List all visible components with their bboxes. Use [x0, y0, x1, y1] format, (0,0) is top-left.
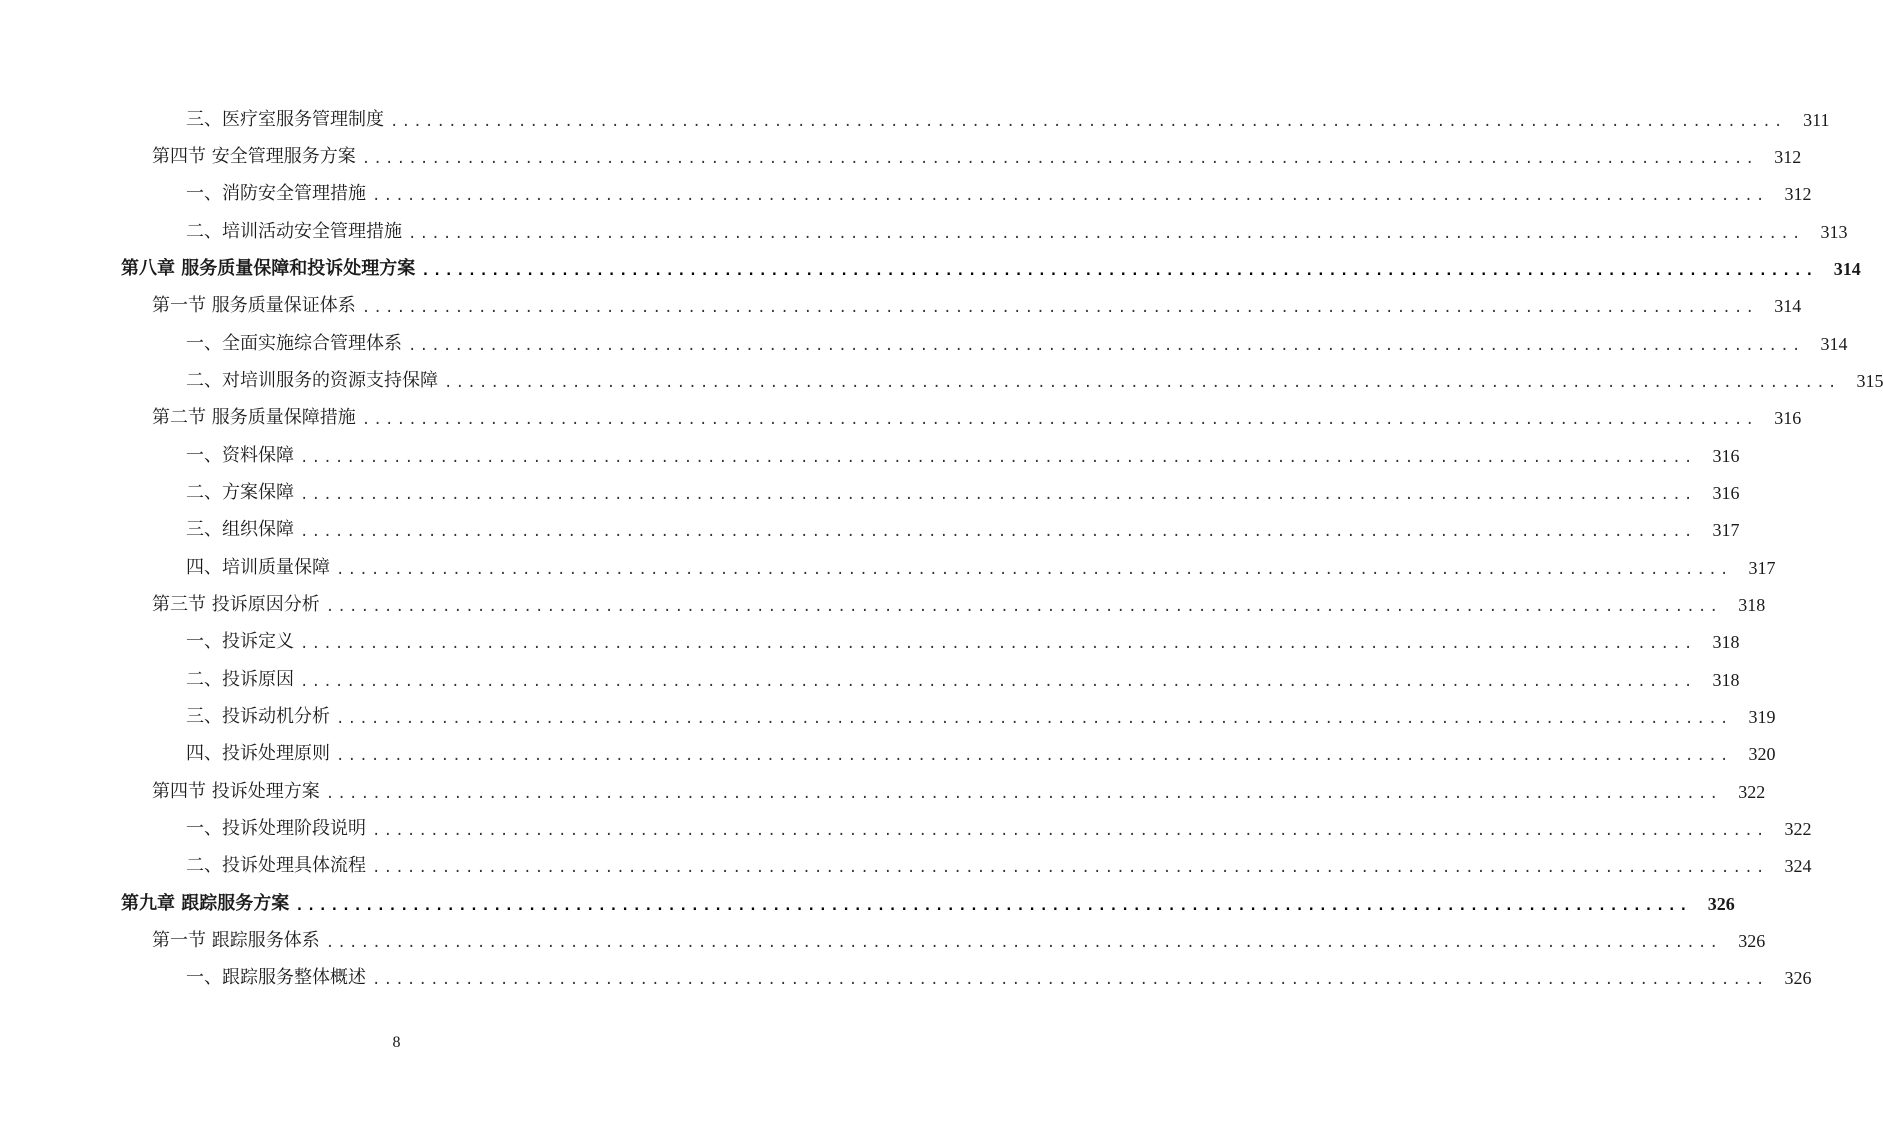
toc-entry-title: 三、组织保障 — [186, 519, 294, 541]
toc-entry-item[interactable] — [0, 213, 1848, 250]
toc-entry-item[interactable] — [0, 661, 1740, 698]
dot-leader: ........................................................................................................................ — [372, 822, 1768, 839]
page-number: 8 — [392, 1034, 401, 1051]
toc-entry-title: 第八章 服务质量保障和投诉处理方案 — [121, 257, 416, 279]
toc-entry-section[interactable] — [0, 773, 1766, 810]
dot-leader: ........................................................................................................................ — [361, 300, 1758, 317]
toc-entry-item[interactable] — [0, 810, 1812, 847]
dot-leader: ........................................................................................................................ — [300, 486, 1696, 503]
toc-entry-item[interactable] — [0, 624, 1740, 661]
toc-entry-page-number: 318 — [1712, 632, 1740, 653]
toc-entry-page-number: 318 — [1712, 669, 1740, 690]
toc-entry-chapter[interactable] — [0, 885, 1735, 922]
toc-entry-page-number: 324 — [1784, 856, 1812, 877]
toc-entry-page-number: 316 — [1774, 408, 1802, 429]
toc-entry-item[interactable] — [0, 960, 1812, 997]
toc-entry-title: 一、投诉定义 — [186, 631, 294, 653]
toc-entry-item[interactable] — [0, 512, 1740, 549]
toc-entry-title: 一、全面实施综合管理体系 — [186, 332, 402, 354]
toc-entry-title: 第九章 跟踪服务方案 — [121, 892, 290, 914]
toc-entry-page-number: 326 — [1784, 968, 1812, 989]
toc-entry-title: 三、医疗室服务管理制度 — [186, 108, 384, 130]
dot-leader: ........................................................................................................................ — [325, 934, 1722, 951]
dot-leader: ........................................................................................................................ — [300, 636, 1696, 653]
toc-entry-page-number: 314 — [1833, 258, 1861, 279]
dot-leader: ........................................................................................................................ — [295, 897, 1691, 914]
dot-leader: ........................................................................................................................ — [361, 150, 1758, 167]
table-of-contents — [0, 101, 1883, 997]
toc-entry-section[interactable] — [0, 922, 1766, 959]
toc-entry-page-number: 320 — [1748, 744, 1776, 765]
dot-leader: ........................................................................................................................ — [361, 412, 1758, 429]
toc-entry-page-number: 326 — [1738, 930, 1766, 951]
toc-entry-title: 二、对培训服务的资源支持保障 — [186, 369, 438, 391]
toc-entry-page-number: 318 — [1738, 594, 1766, 615]
toc-entry-title: 二、投诉原因 — [186, 668, 294, 690]
dot-leader: ........................................................................................................................ — [372, 188, 1768, 205]
toc-entry-title: 第四节 投诉处理方案 — [152, 780, 320, 802]
dot-leader: ........................................................................................................................ — [325, 785, 1722, 802]
toc-entry-item[interactable] — [0, 101, 1830, 138]
toc-entry-title: 二、投诉处理具体流程 — [186, 855, 366, 877]
toc-entry-title: 第一节 跟踪服务体系 — [152, 929, 320, 951]
toc-entry-page-number: 315 — [1856, 370, 1883, 391]
toc-entry-item[interactable] — [0, 848, 1812, 885]
toc-entry-page-number: 319 — [1748, 706, 1776, 727]
dot-leader: ........................................................................................................................ — [421, 262, 1817, 279]
toc-entry-title: 一、资料保障 — [186, 444, 294, 466]
toc-entry-title: 二、培训活动安全管理措施 — [186, 220, 402, 242]
toc-entry-title: 第四节 安全管理服务方案 — [152, 145, 356, 167]
toc-entry-section[interactable] — [0, 288, 1802, 325]
toc-entry-chapter[interactable] — [0, 250, 1861, 287]
toc-entry-page-number: 322 — [1784, 818, 1812, 839]
toc-entry-item[interactable] — [0, 176, 1812, 213]
toc-entry-title: 四、投诉处理原则 — [186, 743, 330, 765]
dot-leader: ........................................................................................................................ — [300, 449, 1696, 466]
toc-entry-title: 第一节 服务质量保证体系 — [152, 295, 356, 317]
toc-entry-item[interactable] — [0, 736, 1776, 773]
toc-entry-item[interactable] — [0, 362, 1883, 399]
toc-entry-page-number: 311 — [1803, 109, 1830, 130]
dot-leader: ........................................................................................................................ — [300, 673, 1696, 690]
toc-entry-title: 二、方案保障 — [186, 481, 294, 503]
toc-entry-title: 第三节 投诉原因分析 — [152, 593, 320, 615]
dot-leader: ........................................................................................................................ — [336, 710, 1732, 727]
dot-leader: ........................................................................................................................ — [336, 561, 1732, 578]
toc-entry-title: 一、投诉处理阶段说明 — [186, 817, 366, 839]
dot-leader: ........................................................................................................................ — [390, 113, 1786, 130]
toc-entry-item[interactable] — [0, 549, 1776, 586]
toc-entry-title: 第二节 服务质量保障措施 — [152, 407, 356, 429]
toc-entry-page-number: 317 — [1712, 520, 1740, 541]
toc-entry-page-number: 312 — [1774, 146, 1802, 167]
toc-entry-title: 一、消防安全管理措施 — [186, 183, 366, 205]
toc-entry-title: 一、跟踪服务整体概述 — [186, 967, 366, 989]
toc-entry-title: 三、投诉动机分析 — [186, 705, 330, 727]
dot-leader: ........................................................................................................................ — [444, 374, 1840, 391]
dot-leader: ........................................................................................................................ — [372, 860, 1768, 877]
toc-entry-page-number: 314 — [1820, 333, 1848, 354]
toc-entry-page-number: 314 — [1774, 296, 1802, 317]
toc-entry-page-number: 326 — [1707, 893, 1735, 914]
dot-leader: ........................................................................................................................ — [300, 524, 1696, 541]
toc-entry-section[interactable] — [0, 586, 1766, 623]
dot-leader: ........................................................................................................................ — [336, 748, 1732, 765]
dot-leader: ........................................................................................................................ — [325, 598, 1722, 615]
toc-entry-page-number: 312 — [1784, 184, 1812, 205]
toc-entry-page-number: 316 — [1712, 482, 1740, 503]
toc-entry-section[interactable] — [0, 400, 1802, 437]
dot-leader: ........................................................................................................................ — [408, 225, 1804, 242]
toc-entry-item[interactable] — [0, 437, 1740, 474]
toc-entry-item[interactable] — [0, 325, 1848, 362]
toc-entry-item[interactable] — [0, 474, 1740, 511]
toc-entry-page-number: 313 — [1820, 221, 1848, 242]
toc-entry-page-number: 317 — [1748, 557, 1776, 578]
dot-leader: ........................................................................................................................ — [372, 972, 1768, 989]
toc-entry-title: 四、培训质量保障 — [186, 556, 330, 578]
toc-entry-page-number: 316 — [1712, 445, 1740, 466]
toc-entry-page-number: 322 — [1738, 781, 1766, 802]
toc-entry-item[interactable] — [0, 698, 1776, 735]
toc-entry-section[interactable] — [0, 138, 1802, 175]
dot-leader: ........................................................................................................................ — [408, 337, 1804, 354]
